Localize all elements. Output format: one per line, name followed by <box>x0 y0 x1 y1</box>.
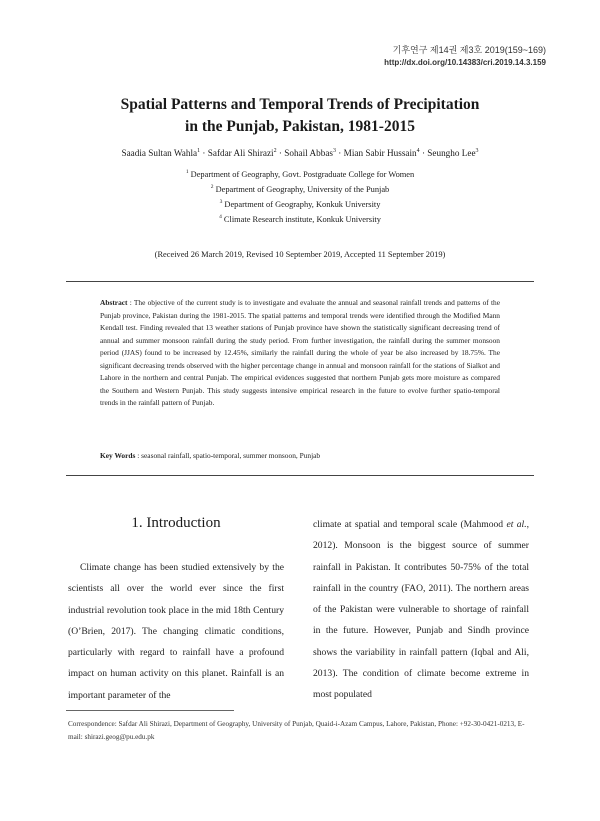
doi-link[interactable]: http://dx.doi.org/10.14383/cri.2019.14.3.159 <box>384 58 546 67</box>
author-sup: 3 <box>333 148 336 154</box>
journal-citation: 기후연구 제14권 제3호 2019(159~169) <box>392 45 546 55</box>
keywords-label: Key Words <box>100 451 136 460</box>
received-dates: (Received 26 March 2019, Revised 10 September 2019, Accepted 11 September 2019) <box>154 250 446 259</box>
author-sup: 2 <box>273 148 277 154</box>
affiliation-list <box>0 166 600 226</box>
author-sup: 4 <box>416 148 420 154</box>
author-list: Saadia Sultan Wahla$^1$ · Safdar Ali Shirazi$^2$ · Sohail Abbas$^3$ · Mian Sabir Hussain$^4$ · Seungho Lee$^3$ <box>121 148 479 159</box>
affiliation-item <box>0 181 600 196</box>
author-sup: 3 <box>475 148 479 154</box>
keywords-text: seasonal rainfall, spatio-temporal, summer monsoon, Punjab <box>141 451 321 460</box>
affiliation-sup: 3 <box>219 199 223 205</box>
abstract: Abstract : The objective of the current study is to investigate and evaluate the annual and seasonal rainfall trends and patterns of the Punjab province, Pakistan during the 1981-2015. The spatial patterns and temporal trends were identified through the Modified Mann Kendall test. Finding revealed that 13 weather stations of Punjab province have shown the statistically significant decreasing trend of annual and summer monsoon rainfall during the study period. From further investigation, the rainfall during the summer monsoon period (JJAS) found to be increased by 12.45%, similarly the rainfall during the whole of year be also increased by 18.75%. The significant decreasing trends observed with the higher percentage change in annual and monsoon rainfall for the stations of Sialkot and Lahore in the northern and central Punjab. The empirical evidences suggested that northern Punjab gets more moisture as compared the Southern and Western Punjab. This study suggests intensive empirical research in the future to evolve further spatio-temporal trends in the rainfall pattern of Punjab. <box>100 298 500 407</box>
author-name: Safdar Ali Shirazi <box>207 148 274 159</box>
abstract-bottom-rule <box>66 475 534 476</box>
author-sup: 1 <box>197 148 201 154</box>
affiliation-text: Department of Geography, Konkuk University <box>224 199 381 209</box>
affiliation-sup: 2 <box>210 184 214 190</box>
affiliation-sup: 4 <box>219 214 222 220</box>
title-line-1: Spatial Patterns and Temporal Trends of Precipitation <box>120 96 480 113</box>
affiliation-text: Climate Research institute, Konkuk University <box>223 214 381 224</box>
paper-title <box>0 94 600 138</box>
body-column-left: Climate change has been studied extensively by the scientists all over the world ever since the first industrial revolution took place in the mid 18th Century (O’Brien, 2017). The changing climatic conditions, particularly with regard to rainfall have a profound impact on human activity on this planet. Rainfall is an important parameter of the <box>68 562 284 701</box>
body-text: climate at spatial and temporal scale (Mahmood <box>313 519 507 530</box>
author-name: Mian Sabir Hussain <box>343 148 417 159</box>
author-name: Sohail Abbas <box>284 148 333 159</box>
affiliation-item <box>0 166 600 181</box>
body-text: , 2012). Monsoon is the biggest source of summer rainfall in Pakistan. It contributes 50-75% of the total rainfall in the country (FAO, 2011). The northern areas of the Pakistan were vulnerable to shortage of rainfall in the future. However, Punjab and Sindh province shows the variability in rainfall pattern (Iqbal and Ali, 2013). The condition of climate become extreme in most populated <box>313 519 529 701</box>
keywords: Key Words : seasonal rainfall, spatio-temporal, summer monsoon, Punjab <box>100 451 321 460</box>
body-italic: et al. <box>506 519 527 530</box>
author-name: Seungho Lee <box>427 148 476 159</box>
affiliation-text: Department of Geography, University of the Punjab <box>215 184 390 194</box>
abstract-label: Abstract <box>100 298 128 307</box>
section-heading: 1. Introduction <box>131 515 221 531</box>
affiliation-sup: 1 <box>185 169 189 175</box>
footnote-rule <box>66 710 234 711</box>
author-name: Saadia Sultan Wahla <box>121 148 198 159</box>
correspondence-footnote: Correspondence: Safdar Ali Shirazi, Department of Geography, University of Punjab, Quaid-i-Azam Campus, Lahore, Pakistan, Phone: +92-30-0421-0213, E-mail: shirazi.geog@pu.edu.pk <box>68 720 525 741</box>
abstract-top-rule <box>66 281 534 282</box>
affiliation-item <box>0 196 600 211</box>
body-column-right <box>313 514 529 706</box>
affiliation-text: Department of Geography, Govt. Postgraduate College for Women <box>190 169 415 179</box>
affiliation-item <box>0 211 600 226</box>
abstract-text: The objective of the current study is to investigate and evaluate the annual and seasonal rainfall trends and patterns of the Punjab province, Pakistan during the 1981-2015. The spatial patterns and temporal trends were identified through the Modified Mann Kendall test. Finding revealed that 13 weather stations of Punjab province have shown the statistically significant decreasing trend of annual and summer monsoon rainfall during the study period. From further investigation, the rainfall during the summer monsoon period (JJAS) found to be increased by 12.45%, similarly the rainfall during the whole of year be also increased by 18.75%. The significant decreasing trends observed with the higher percentage change in annual and monsoon rainfall for the stations of Sialkot and Lahore in the northern and central Punjab. The empirical evidences suggested that northern Punjab gets more moisture as compared the Southern and Western Punjab. This study suggests intensive empirical research in the future to evolve further spatio-temporal trends in the rainfall pattern of Punjab. <box>100 298 500 407</box>
title-line-2: in the Punjab, Pakistan, 1981-2015 <box>185 118 415 135</box>
